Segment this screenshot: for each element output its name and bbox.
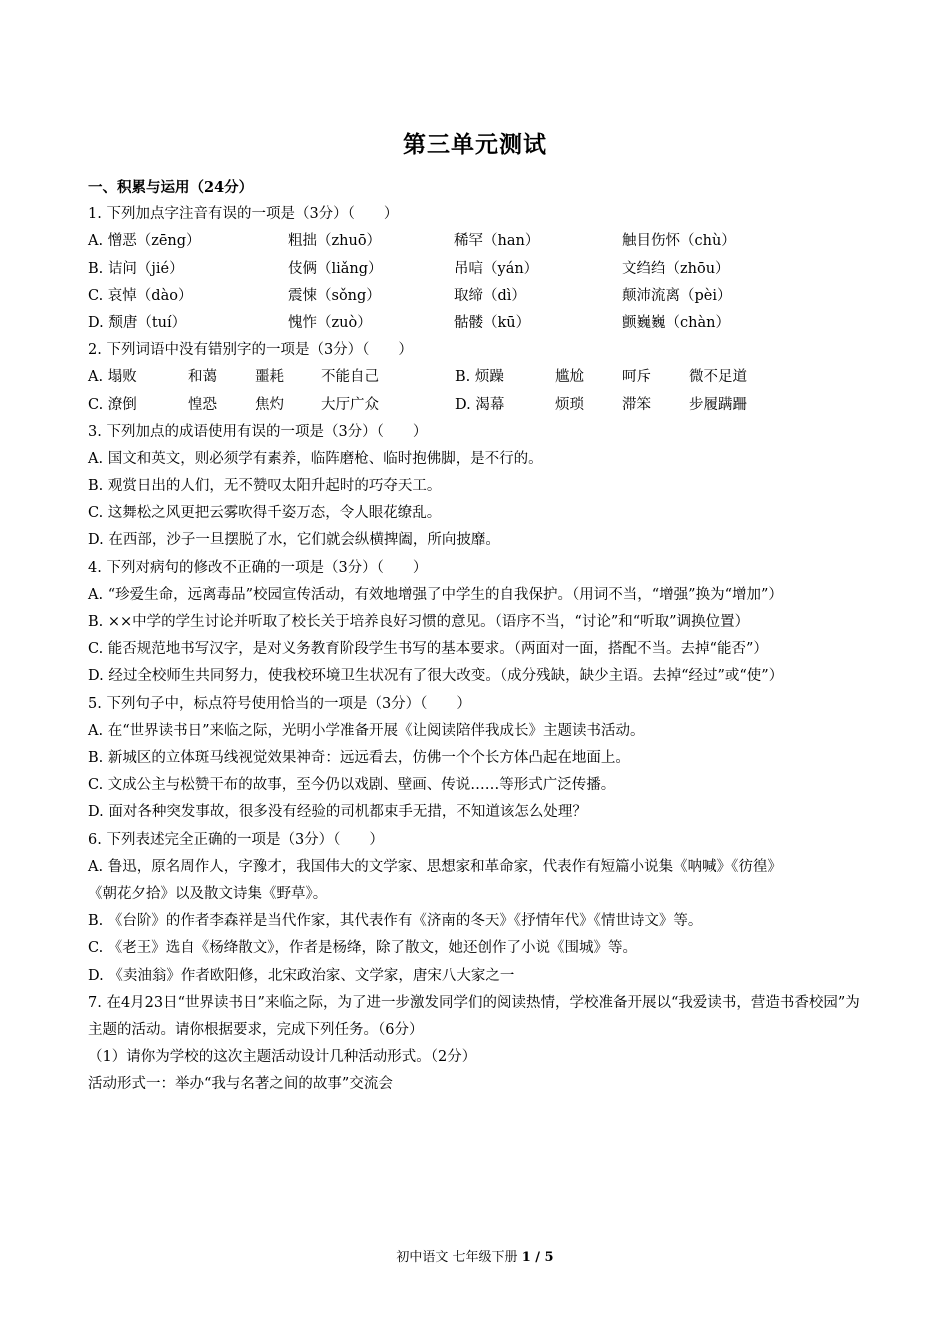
question-7-sub-1: （1）请你为学校的这次主题活动设计几种活动形式。（2分） xyxy=(88,1049,477,1066)
option-cell: D. 渴幕 xyxy=(455,396,505,413)
page-footer xyxy=(0,1246,950,1265)
question-1-stem: 1. 下列加点字注音有误的一项是（3分）（ ） xyxy=(88,206,399,223)
option-cell: 步履蹒跚 xyxy=(689,396,747,413)
option-cell: 颠沛流离（pèi） xyxy=(622,287,732,304)
option-cell: 取缔（dì） xyxy=(454,287,526,304)
question-6-option-d: D. 《卖油翁》作者欧阳修，北宋政治家、文学家，唐宋八大家之一 xyxy=(88,967,515,984)
question-4-option-c: C. 能否规范地书写汉字，是对义务教育阶段学生书写的基本要求。（两面对一面，搭配不当。去掉“能否”） xyxy=(88,641,768,658)
page-title: 第三单元测试 xyxy=(403,131,547,158)
question-3-option-b: B. 观赏日出的人们，无不赞叹太阳升起时的巧夺天工。 xyxy=(88,478,442,495)
option-cell: 触目伤怀（chù） xyxy=(622,233,736,250)
option-cell: C. 哀悼（dào） xyxy=(88,287,193,304)
question-1-row-a xyxy=(88,228,868,255)
option-cell: B. 烦躁 xyxy=(455,369,504,386)
option-cell: 伎俩（liǎng） xyxy=(288,260,383,277)
question-2-row-cd xyxy=(88,392,868,419)
question-6-option-a: A. 鲁迅，原名周作人，字豫才，我国伟大的文学家、思想家和革命家，代表作有短篇小说集《呐喊》《彷徨》 xyxy=(88,858,782,875)
question-3-option-d: D. 在西部，沙子一旦摆脱了水，它们就会纵横捭阖，所向披靡。 xyxy=(88,532,500,549)
option-cell: 骷髅（kū） xyxy=(454,314,531,331)
option-cell: 粗拙（zhuō） xyxy=(288,233,382,250)
option-cell: 烦琐 xyxy=(555,396,584,413)
question-5-option-a: A. 在“世界读书日”来临之际，光明小学准备开展《让阅读陪伴我成长》主题读书活动。 xyxy=(88,722,645,739)
question-2-row-ab xyxy=(88,364,868,391)
option-cell: 微不足道 xyxy=(689,369,747,386)
option-cell: 震悚（sǒng） xyxy=(288,287,381,304)
option-cell: A. 塌败 xyxy=(88,369,137,386)
question-1-row-c xyxy=(88,283,868,310)
footer-subject: 初中语文 七年级下册 xyxy=(396,1250,518,1265)
option-cell: B. 诘问（jié） xyxy=(88,260,184,277)
option-cell: C. 潦倒 xyxy=(88,396,137,413)
option-cell: 惶恐 xyxy=(188,396,217,413)
option-cell: 吊唁（yán） xyxy=(454,260,539,277)
option-cell: 愧怍（zuò） xyxy=(288,314,372,331)
page-number: 1 / 5 xyxy=(521,1250,554,1265)
option-cell: 稀罕（han） xyxy=(454,233,540,250)
option-cell: 呵斥 xyxy=(622,369,651,386)
question-6-option-c: C. 《老王》选自《杨绛散文》，作者是杨绛，除了散文，她还创作了小说《围城》等。 xyxy=(88,940,638,957)
option-cell: 文绉绉（zhōu） xyxy=(622,260,730,277)
question-1-row-d xyxy=(88,310,868,337)
option-cell: 和蔼 xyxy=(188,369,217,386)
question-2-stem: 2. 下列词语中没有错别字的一项是（3分）（ ） xyxy=(88,342,413,359)
question-5-option-c: C. 文成公主与松赞干布的故事，至今仍以戏剧、壁画、传说……等形式广泛传播。 xyxy=(88,777,616,794)
option-cell: 滞笨 xyxy=(622,396,651,413)
question-6-option-b: B. 《台阶》的作者李森祥是当代作家，其代表作有《济南的冬天》《抒情年代》《情世诗文》等。 xyxy=(88,913,703,930)
option-cell: 尴尬 xyxy=(555,369,584,386)
question-4-stem: 4. 下列对病句的修改不正确的一项是（3分）（ ） xyxy=(88,559,428,576)
option-cell: 噩耗 xyxy=(255,369,284,386)
question-7-form-1: 活动形式一：举办“我与名著之间的故事”交流会 xyxy=(88,1076,393,1093)
question-7-stem: 7. 在4月23日“世界读书日”来临之际，为了进一步激发同学们的阅读热情，学校准备开展以“我爱读书，营造书香校园”为主题的活动。请你根据要求，完成下列任务。（6分） xyxy=(88,994,860,1038)
option-cell: 焦灼 xyxy=(255,396,284,413)
section-heading: 一、积累与运用（24分） xyxy=(88,179,254,196)
question-5-option-d: D. 面对各种突发事故，很多没有经验的司机都束手无措，不知道该怎么处理？ xyxy=(88,804,587,821)
question-4-option-a: A. “珍爱生命，远离毒品”校园宣传活动，有效地增强了中学生的自我保护。（用词不当，“增强”换为“增加”） xyxy=(88,586,783,603)
option-cell: A. 憎恶（zēng） xyxy=(88,233,201,250)
question-3-stem: 3. 下列加点的成语使用有误的一项是（3分）（ ） xyxy=(88,423,428,440)
question-5-option-b: B. 新城区的立体斑马线视觉效果神奇：远远看去，仿佛一个个长方体凸起在地面上。 xyxy=(88,750,630,766)
document-body xyxy=(88,174,868,1098)
option-cell: 大厅广众 xyxy=(321,396,379,413)
question-5-stem: 5. 下列句子中，标点符号使用恰当的一项是（3分）（ ） xyxy=(88,695,471,712)
question-3-option-a: A. 国文和英文，则必须学有素养，临阵磨枪、临时抱佛脚，是不行的。 xyxy=(88,450,543,467)
question-4-option-d: D. 经过全校师生共同努力，使我校环境卫生状况有了很大改变。（成分残缺，缺少主语。去掉“经过”或“使”） xyxy=(88,668,784,685)
option-cell: 颤巍巍（chàn） xyxy=(622,314,730,331)
option-cell: D. 颓唐（tuí） xyxy=(88,314,187,331)
question-6-option-a-cont: 《朝花夕拾》以及散文诗集《野草》。 xyxy=(88,885,328,902)
question-3-option-c: C. 这舞松之风更把云雾吹得千姿万态，令人眼花缭乱。 xyxy=(88,505,442,522)
question-6-stem: 6. 下列表述完全正确的一项是（3分）（ ） xyxy=(88,831,384,848)
question-4-option-b: B. ××中学的学生讨论并听取了校长关于培养良好习惯的意见。（语序不当，“讨论”和“听取”调换位置） xyxy=(88,614,750,631)
question-1-row-b xyxy=(88,256,868,283)
option-cell: 不能自己 xyxy=(321,369,379,386)
